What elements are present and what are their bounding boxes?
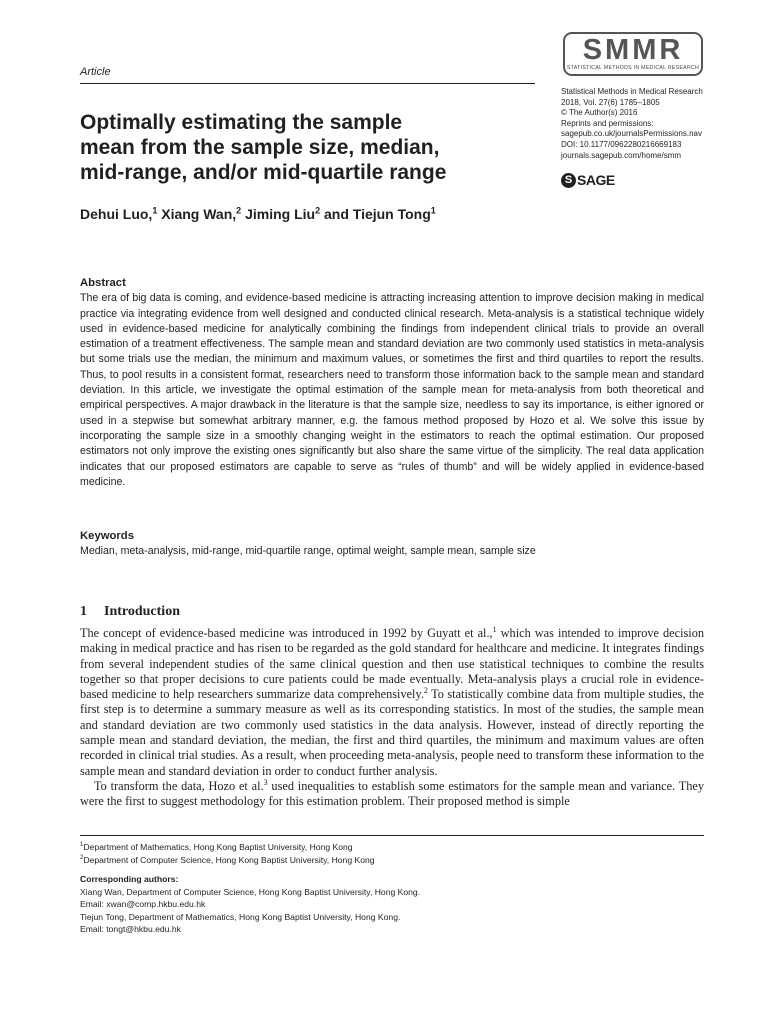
author-affiliation-mark: 1	[430, 205, 436, 216]
affiliation-text: Department of Mathematics, Hong Kong Baptist University, Hong Kong	[83, 842, 353, 852]
journal-logo-text: SMMR	[582, 34, 684, 66]
citation-ref[interactable]: 1	[492, 624, 497, 634]
sage-logo	[561, 172, 615, 188]
citation-ref[interactable]: 2	[423, 686, 428, 696]
abstract-text: The era of big data is coming, and evidence-based medicine is attracting increasing attention to improve decision making in medical practice via integrating evidence from well designed and conducted clinical research. Meta-analysis is a statistical technique widely used in evidence-based medicine for analytically combining the findings from independent clinical trials to provide an overall estimation of a treatment effectiveness. The sample mean and standard deviation are two commonly used statistics in meta-analysis but some trials use the median, the minimum and maximum values, or sometimes the first and third quartiles to report the results. Thus, to pool results in a consistent format, researchers need to transform those information back to the sample mean and standard deviation. In this article, we investigate the optimal estimation of the sample mean for meta-analysis from both theoretical and empirical perspectives. A major drawback in the literature is that the sample size, needless to say its importance, is either ignored or used in a stepwise but somewhat arbitrary manner, e.g. the famous method proposed by Hozo et al. We solve this issue by incorporating the sample size in a smoothly changing weight in the estimators to reach the optimal estimation. Our proposed estimators not only improve the existing ones significantly but also share the same virtue of the simplicity. The real data application indicates that our proposed estimators are capable to serve as “rules of thumb” and will be widely applied in evidence-based medicine.	[80, 292, 704, 488]
sage-logo-mark: S	[561, 173, 576, 188]
footnote-spacer	[80, 866, 704, 873]
affiliation-number: 2	[80, 854, 84, 861]
affiliation-number: 1	[80, 842, 84, 849]
copyright: © The Author(s) 2016	[561, 108, 638, 118]
corresponding-author-email[interactable]: Email: xwan@comp.hkbu.edu.hk	[80, 899, 206, 909]
footnotes	[80, 841, 704, 936]
keywords-section	[80, 529, 704, 560]
journal-info	[561, 87, 731, 161]
author-affiliation-mark: 2	[315, 205, 321, 216]
title-line: mean from the sample size, median,	[80, 136, 440, 159]
paragraph-text: To statistically combine data from multiple studies, the first step is to determine a summary measure as well as its corresponding statistics. In most of the studies, the sample mean and standard deviation are two commonly used statistics in the data analysis. However, instead of directly reporting the sample mean and standard deviation, the median, the first and third quartiles, the minimum and maximum values are often recorded in clinical trial studies. As a result, when proceeding meta-analysis, people need to transform these information to the sample mean and standard deviation in order to conduct further analysis.	[80, 687, 704, 778]
header-rule	[80, 83, 535, 84]
keywords-heading: Keywords	[80, 530, 134, 542]
affiliation-footnote	[80, 854, 704, 867]
paragraph-text: To transform the data, Hozo et al.	[94, 778, 264, 793]
citation-ref[interactable]: 3	[263, 777, 268, 787]
title-line: Optimally estimating the sample	[80, 111, 403, 134]
journal-name: Statistical Methods in Medical Research	[561, 87, 703, 96]
corresponding-author-line: Xiang Wan, Department of Computer Science, Hong Kong Baptist University, Hong Kong.	[80, 886, 421, 897]
reprints-label: Reprints and permissions:	[561, 118, 654, 128]
paragraph-text: used inequalities to establish some estimators for the sample mean and variance. They were the first to suggest methodology for this estimation problem. Their proposed method is simple	[80, 778, 704, 809]
sage-logo-word: SAGE	[577, 172, 615, 188]
doi[interactable]: DOI: 10.1177/0962280216669183	[561, 139, 682, 149]
author-name: Xiang Wan,	[161, 206, 237, 222]
footnote-rule	[80, 835, 704, 836]
journal-volume: 2018, Vol. 27(6) 1785–1805	[561, 97, 660, 107]
author-name: Jiming Liu	[245, 206, 316, 222]
article-type-label: Article	[80, 66, 111, 78]
keywords-text: Median, meta-analysis, mid-range, mid-quartile range, optimal weight, sample mean, sample size	[80, 545, 536, 558]
affiliation-footnote	[80, 841, 704, 854]
abstract-heading: Abstract	[80, 277, 126, 289]
author-name: and Tiejun Tong	[323, 206, 431, 222]
corresponding-author-line: Tiejun Tong, Department of Mathematics, Hong Kong Baptist University, Hong Kong.	[80, 911, 401, 922]
author-affiliation-mark: 2	[236, 205, 242, 216]
title-line: mid-range, and/or mid-quartile range	[80, 161, 447, 184]
section-heading-introduction	[80, 604, 180, 620]
author-affiliation-mark: 1	[152, 205, 158, 216]
author-list	[80, 206, 436, 222]
introduction-body	[80, 626, 704, 810]
paragraph-text: which was intended to improve decision making in medical practice and has risen to be regarded as the gold standard for healthcare and medicine. It integrates findings from several independent studies of the same clinical question and then use statistical techniques to combine the results together so that proper decisions to cure patients could be made eventually. Meta-analysis plays a crucial role in evidence-based medicine to help researchers summarize data comprehensively.	[80, 626, 704, 702]
affiliation-text: Department of Computer Science, Hong Kong Baptist University, Hong Kong	[83, 854, 375, 865]
journal-logo-subtitle: STATISTICAL METHODS IN MEDICAL RESEARCH	[566, 65, 700, 71]
author-name: Dehui Luo,	[80, 206, 153, 222]
journal-homepage-link[interactable]: journals.sagepub.com/home/smm	[561, 150, 682, 160]
paper-title	[80, 110, 520, 185]
abstract-section	[80, 276, 704, 490]
permissions-link[interactable]: sagepub.co.uk/journalsPermissions.nav	[561, 129, 702, 139]
paragraph	[80, 626, 704, 779]
paragraph-text: The concept of evidence-based medicine was introduced in 1992 by Guyatt et al.,	[80, 626, 493, 640]
section-title: Introduction	[104, 604, 180, 619]
journal-logo	[563, 32, 703, 76]
paragraph	[80, 779, 704, 810]
corresponding-authors-heading: Corresponding authors:	[80, 874, 179, 884]
corresponding-author-email[interactable]: Email: tongt@hkbu.edu.hk	[80, 924, 181, 934]
section-number: 1	[80, 604, 87, 619]
